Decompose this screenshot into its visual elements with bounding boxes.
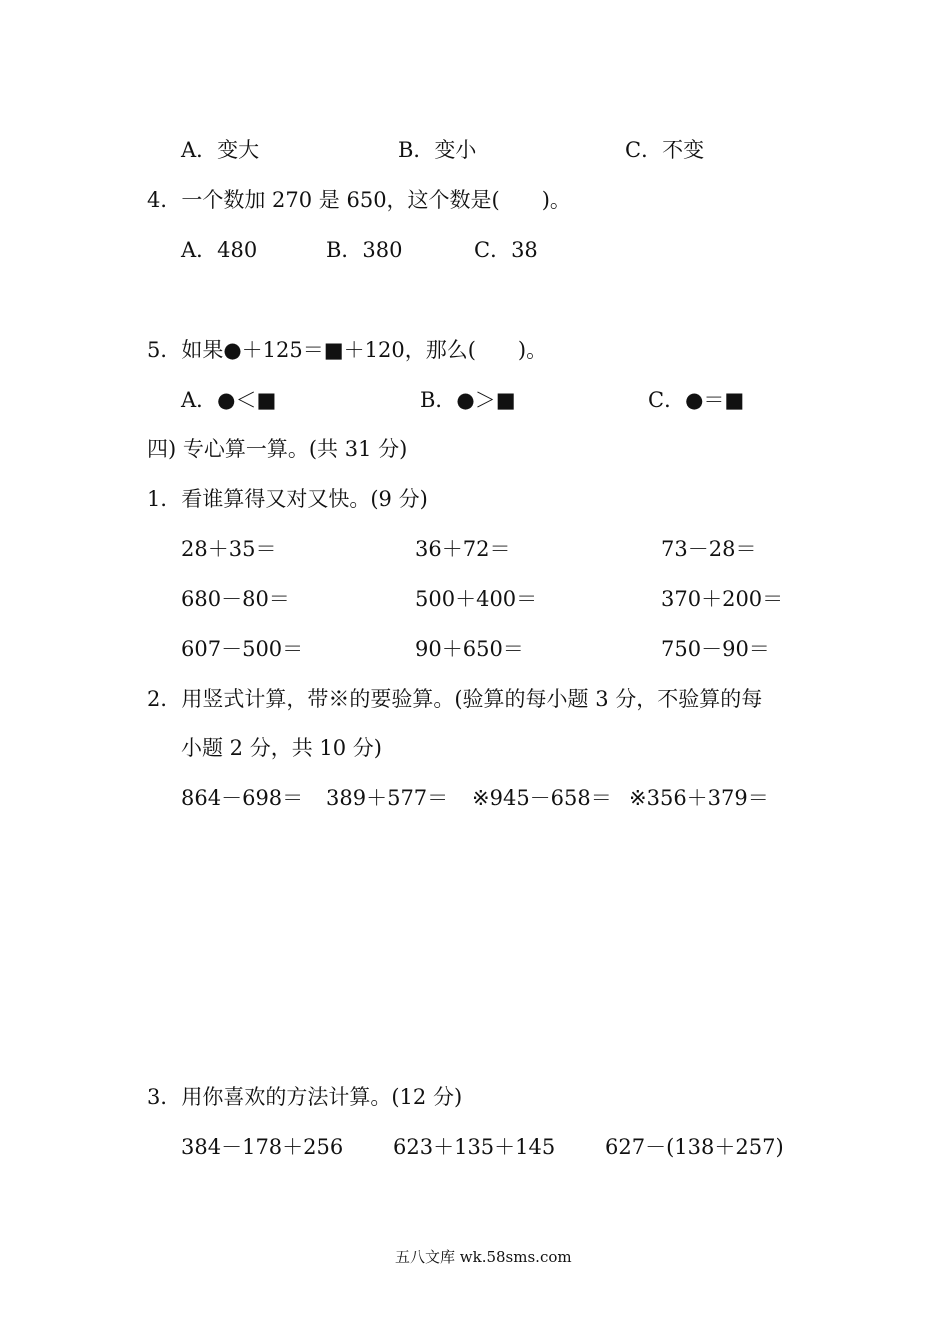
q5-option-b: B．●＞■ — [420, 388, 516, 412]
mixed-calc-item: 627－(138＋257) — [605, 1135, 784, 1159]
vertical-calc-item: 864－698＝ — [181, 786, 304, 810]
q4-stem: 4．一个数加 270 是 650，这个数是( )。 — [147, 188, 571, 212]
vertical-calc-item: ※356＋379＝ — [629, 786, 769, 810]
part2-title-line2: 小题 2 分，共 10 分) — [181, 736, 382, 760]
calc-item: 607－500＝ — [181, 637, 304, 661]
mixed-calc-item: 623＋135＋145 — [393, 1135, 556, 1159]
vertical-calc-item: ※945－658＝ — [472, 786, 612, 810]
calc-item: 370＋200＝ — [661, 587, 784, 611]
footer-watermark: 五八文库 wk.58sms.com — [395, 1248, 572, 1266]
q3-option-c: C．不变 — [625, 138, 705, 162]
calc-item: 73－28＝ — [661, 537, 757, 561]
q4-option-b: B．380 — [326, 238, 403, 262]
q3-option-a: A．变大 — [181, 138, 260, 162]
q5-option-c: C．●＝■ — [648, 388, 745, 412]
part1-title: 1．看谁算得又对又快。(9 分) — [147, 487, 428, 511]
calc-item: 500＋400＝ — [415, 587, 538, 611]
q4-option-a: A．480 — [181, 238, 258, 262]
calc-item: 680－80＝ — [181, 587, 290, 611]
calc-item: 36＋72＝ — [415, 537, 511, 561]
q3-option-b: B．变小 — [398, 138, 477, 162]
q5-option-a: A．●＜■ — [181, 388, 277, 412]
vertical-calc-item: 389＋577＝ — [326, 786, 449, 810]
calc-item: 750－90＝ — [661, 637, 770, 661]
q5-stem: 5．如果●＋125＝■＋120，那么( )。 — [147, 338, 548, 362]
calc-item: 90＋650＝ — [415, 637, 524, 661]
part2-title-line1: 2．用竖式计算，带※的要验算。(验算的每小题 3 分，不验算的每 — [147, 687, 763, 711]
mixed-calc-item: 384－178＋256 — [181, 1135, 344, 1159]
section-title: 四) 专心算一算。(共 31 分) — [147, 437, 408, 461]
calc-item: 28＋35＝ — [181, 537, 277, 561]
q4-option-c: C．38 — [474, 238, 538, 262]
part3-title: 3．用你喜欢的方法计算。(12 分) — [147, 1085, 463, 1109]
